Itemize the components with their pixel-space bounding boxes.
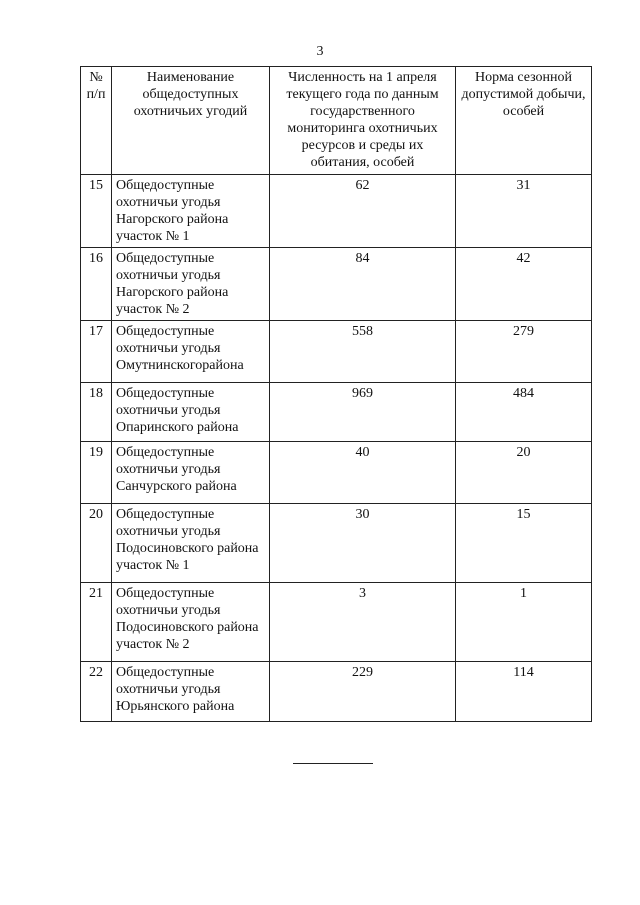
row-number: 15: [81, 175, 112, 248]
row-norm: 15: [456, 504, 592, 583]
header-norm: Норма сезонной допустимой добычи, особей: [456, 67, 592, 175]
row-name: Общедоступные охотничьи угодья Опаринского района: [112, 383, 270, 442]
header-number: № п/п: [81, 67, 112, 175]
row-name: Общедоступные охотничьи угодья Омутнинскогорайона: [112, 321, 270, 383]
row-count: 62: [270, 175, 456, 248]
row-count: 3: [270, 583, 456, 662]
row-count: 84: [270, 248, 456, 321]
table-row: [81, 583, 592, 662]
table-row: [81, 383, 592, 442]
row-count: 40: [270, 442, 456, 504]
table-header-row: [81, 67, 592, 175]
row-number: 16: [81, 248, 112, 321]
row-norm: 484: [456, 383, 592, 442]
table-row: [81, 504, 592, 583]
row-name: Общедоступные охотничьи угодья Юрьянского района: [112, 662, 270, 722]
table-row: [81, 662, 592, 722]
row-norm: 20: [456, 442, 592, 504]
table-row: [81, 442, 592, 504]
header-count: Численность на 1 апреля текущего года по данным государственного мониторинга охотничьих ресурсов и среды их обитания, особей: [270, 67, 456, 175]
row-count: 969: [270, 383, 456, 442]
row-norm: 114: [456, 662, 592, 722]
table-row: [81, 175, 592, 248]
row-norm: 31: [456, 175, 592, 248]
row-number: 22: [81, 662, 112, 722]
row-norm: 279: [456, 321, 592, 383]
row-name: Общедоступные охотничьи угодья Подосиновского района участок № 2: [112, 583, 270, 662]
table-row: [81, 321, 592, 383]
row-number: 19: [81, 442, 112, 504]
row-name: Общедоступные охотничьи угодья Нагорского района участок № 2: [112, 248, 270, 321]
row-number: 18: [81, 383, 112, 442]
row-count: 30: [270, 504, 456, 583]
row-number: 17: [81, 321, 112, 383]
row-name: Общедоступные охотничьи угодья Подосиновского района участок № 1: [112, 504, 270, 583]
row-name: Общедоступные охотничьи угодья Нагорского района участок № 1: [112, 175, 270, 248]
end-of-document-line: [293, 763, 373, 764]
header-name: Наименование общедоступных охотничьих угодий: [112, 67, 270, 175]
hunting-grounds-table: [80, 66, 592, 722]
table-row: [81, 248, 592, 321]
row-name: Общедоступные охотничьи угодья Санчурского района: [112, 442, 270, 504]
row-norm: 42: [456, 248, 592, 321]
row-count: 229: [270, 662, 456, 722]
page-number: 3: [316, 44, 324, 59]
row-number: 21: [81, 583, 112, 662]
row-number: 20: [81, 504, 112, 583]
row-norm: 1: [456, 583, 592, 662]
row-count: 558: [270, 321, 456, 383]
